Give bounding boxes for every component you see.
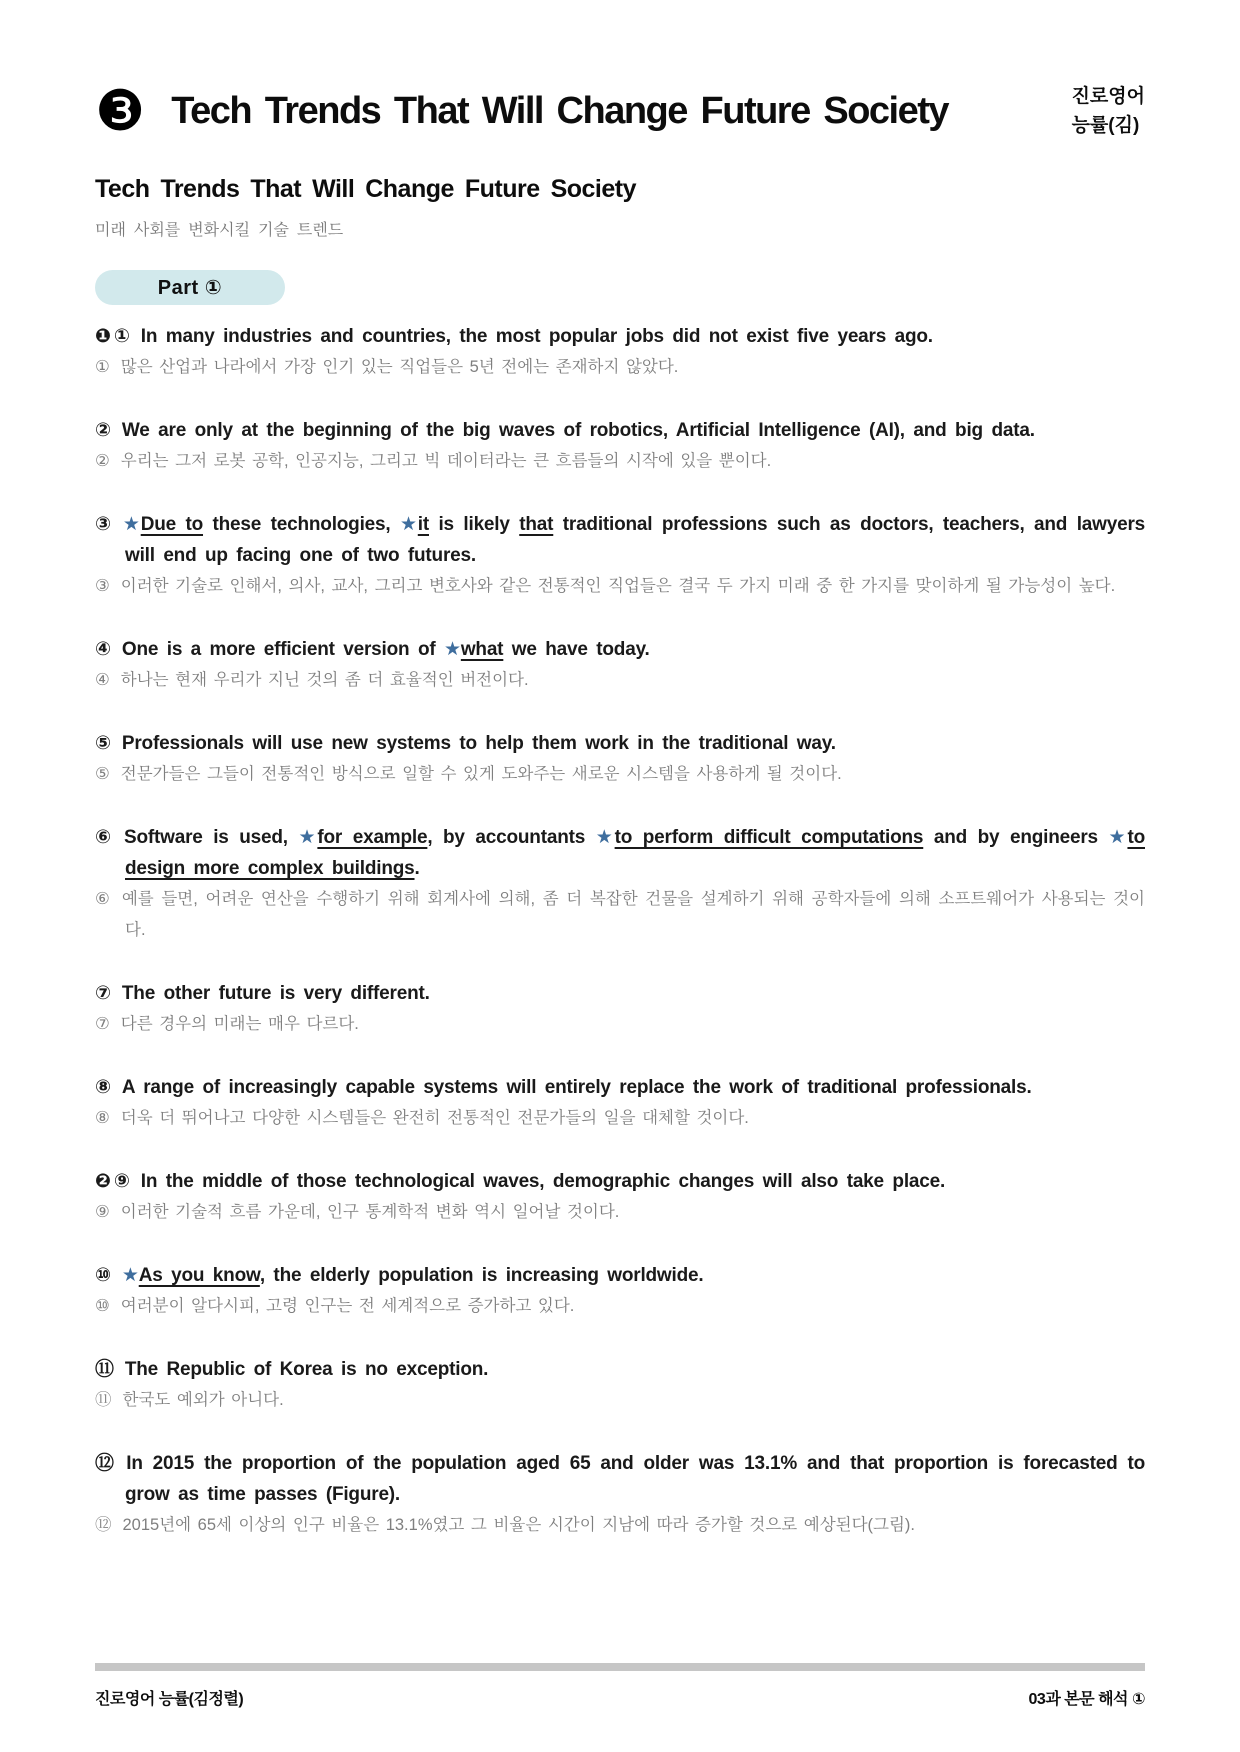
sentence-block	[95, 1260, 1145, 1322]
star-icon: ★	[443, 638, 461, 660]
footer-page-label: 03과 본문 해석 ①	[1028, 1691, 1145, 1708]
circled-number-ko: ④	[95, 670, 110, 689]
sentence-ko: ⑦ 다른 경우의 미래는 매우 다르다.	[95, 1014, 359, 1033]
lesson-title-korean: 미래 사회를 변화시킬 기술 트렌드	[95, 221, 344, 239]
circled-number: ⑦	[95, 982, 111, 1004]
circled-number: ⑫	[95, 1452, 116, 1474]
circled-number: ③	[95, 513, 112, 535]
sentence-block	[95, 509, 1145, 602]
sentence-block	[95, 1448, 1145, 1541]
sentence-list	[95, 321, 1145, 1541]
circled-number-ko: ①	[95, 357, 110, 376]
sentence-ko: ⑪ 한국도 예외가 아니다.	[95, 1390, 284, 1409]
sentence-ko: ⑥ 예를 들면, 어려운 연산을 수행하기 위해 회계사에 의해, 좀 더 복잡한 건물을 설계하기 위해 공학자들에 의해 소프트웨어가 사용되는 것이다.	[95, 889, 1145, 939]
sentence-block	[95, 1166, 1145, 1228]
circled-number-ko: ⑫	[95, 1515, 112, 1534]
sentence-en: ❶ ① In many industries and countries, the most popular jobs did not exist five years ago.	[95, 325, 933, 347]
circled-number: ⑩	[95, 1264, 111, 1286]
underlined-phrase: what	[460, 638, 504, 660]
sentence-ko: ⑤ 전문가들은 그들이 전통적인 방식으로 일할 수 있게 도와주는 새로운 시스템을 사용하게 될 것이다.	[95, 764, 842, 783]
sentence-ko: ⑩ 여러분이 알다시피, 고령 인구는 전 세계적으로 증가하고 있다.	[95, 1296, 575, 1315]
course-label-line1: 진로영어	[1071, 86, 1145, 107]
circled-number-ko: ③	[95, 576, 110, 595]
underlined-phrase: to perform difficult computations	[614, 826, 924, 848]
circled-number: ⑤	[95, 732, 111, 754]
sentence-ko: ① 많은 산업과 나라에서 가장 인기 있는 직업들은 5년 전에는 존재하지 않았다.	[95, 357, 679, 376]
sentence-ko: ⑫ 2015년에 65세 이상의 인구 비율은 13.1%였고 그 비율은 시간이 지남에 따라 증가할 것으로 예상된다(그림).	[95, 1515, 915, 1534]
sentence-en: ❷ ⑨ In the middle of those technological waves, demographic changes will also take place.	[95, 1170, 946, 1192]
sentence-ko: ⑧ 더욱 더 뛰어나고 다양한 시스템들은 완전히 전통적인 전문가들의 일을 대체할 것이다.	[95, 1108, 749, 1127]
star-icon: ★	[595, 826, 615, 848]
sentence-en: ⑦ The other future is very different.	[95, 982, 430, 1004]
circled-number: ④	[95, 638, 111, 660]
circled-number-ko: ⑦	[95, 1014, 110, 1033]
circled-number: ⑥	[95, 826, 113, 848]
circled-number-ko: ⑩	[95, 1296, 110, 1315]
unit-header	[95, 0, 1145, 141]
black-circled-number: ❷	[95, 1170, 111, 1192]
course-label-line2: 능률(김)	[1071, 115, 1140, 137]
circled-number: ②	[95, 419, 111, 441]
circled-number-ko: ⑤	[95, 764, 110, 783]
sentence-block	[95, 321, 1145, 383]
sentence-block	[95, 822, 1145, 946]
circled-number-ko: ②	[95, 451, 110, 470]
footer-left-label: 진로영어 능률(김정렬)	[95, 1691, 244, 1708]
sentence-block	[95, 1354, 1145, 1416]
star-icon: ★	[298, 826, 318, 848]
footer-divider	[95, 1663, 1145, 1671]
sentence-en: ⑪ The Republic of Korea is no exception.	[95, 1358, 489, 1380]
sentence-en: ⑧ A range of increasingly capable systems will entirely replace the work of traditional professionals.	[95, 1076, 1032, 1098]
circled-number: ⑨	[113, 1170, 130, 1192]
sentence-en: ③ ★Due to these technologies, ★it is likely that traditional professions such as doctors, teachers, and lawyers will end up facing one of two futures.	[95, 513, 1146, 566]
course-label	[1072, 82, 1145, 141]
sentence-en: ⑥ Software is used, ★for example, by accountants ★to perform difficult computations and by engineers ★to design more complex buildings.	[95, 826, 1145, 879]
part-badge: Part ①	[95, 270, 285, 305]
sentence-en: ⑫ In 2015 the proportion of the population aged 65 and older was 13.1% and that proportion is forecasted to grow as time passes (Figure).	[95, 1452, 1145, 1505]
circled-number-ko: ⑥	[95, 889, 111, 908]
sentence-block	[95, 634, 1145, 696]
circled-number-ko: ⑨	[95, 1202, 110, 1221]
sentence-ko: ③ 이러한 기술로 인해서, 의사, 교사, 그리고 변호사와 같은 전통적인 직업들은 결국 두 가지 미래 중 한 가지를 맞이하게 될 가능성이 높다.	[95, 576, 1116, 595]
sentence-en: ② We are only at the beginning of the big waves of robotics, Artificial Intelligence (AI), and big data.	[95, 419, 1035, 441]
sentence-block	[95, 728, 1145, 790]
sentence-ko: ⑨ 이러한 기술적 흐름 가운데, 인구 통계학적 변화 역시 일어날 것이다.	[95, 1202, 620, 1221]
sentence-en: ⑤ Professionals will use new systems to help them work in the traditional way.	[95, 732, 836, 754]
page-footer	[95, 1663, 1145, 1709]
circled-number-ko: ⑪	[95, 1390, 112, 1409]
circled-number: ⑪	[95, 1358, 114, 1380]
lesson-title: Tech Trends That Will Change Future Society	[95, 174, 636, 203]
sentence-block	[95, 1072, 1145, 1134]
black-circled-number: ❶	[95, 325, 111, 347]
underlined-phrase: Due to	[140, 513, 204, 535]
unit-number-badge: ❸	[95, 79, 146, 143]
circled-number: ①	[113, 325, 130, 347]
circled-number: ⑧	[95, 1076, 111, 1098]
sentence-block	[95, 415, 1145, 477]
sentence-ko: ④ 하나는 현재 우리가 지닌 것의 좀 더 효율적인 버전이다.	[95, 670, 529, 689]
star-icon: ★	[399, 513, 418, 535]
sentence-en: ⑩ ★As you know, the elderly population is increasing worldwide.	[95, 1264, 704, 1286]
star-icon: ★	[121, 1264, 139, 1286]
sentence-ko: ② 우리는 그저 로봇 공학, 인공지능, 그리고 빅 데이터라는 큰 흐름들의 시작에 있을 뿐이다.	[95, 451, 772, 470]
star-icon: ★	[122, 513, 141, 535]
sentence-block	[95, 978, 1145, 1040]
underlined-phrase: to design more complex buildings	[125, 826, 1145, 879]
sentence-en: ④ One is a more efficient version of ★what we have today.	[95, 638, 650, 660]
underlined-phrase: it	[417, 513, 429, 535]
circled-number-ko: ⑧	[95, 1108, 110, 1127]
underlined-phrase: that	[519, 513, 554, 535]
underlined-phrase: for example	[317, 826, 428, 848]
unit-title: Tech Trends That Will Change Future Society	[171, 89, 949, 132]
star-icon: ★	[1108, 826, 1128, 848]
underlined-phrase: As you know	[138, 1264, 260, 1286]
